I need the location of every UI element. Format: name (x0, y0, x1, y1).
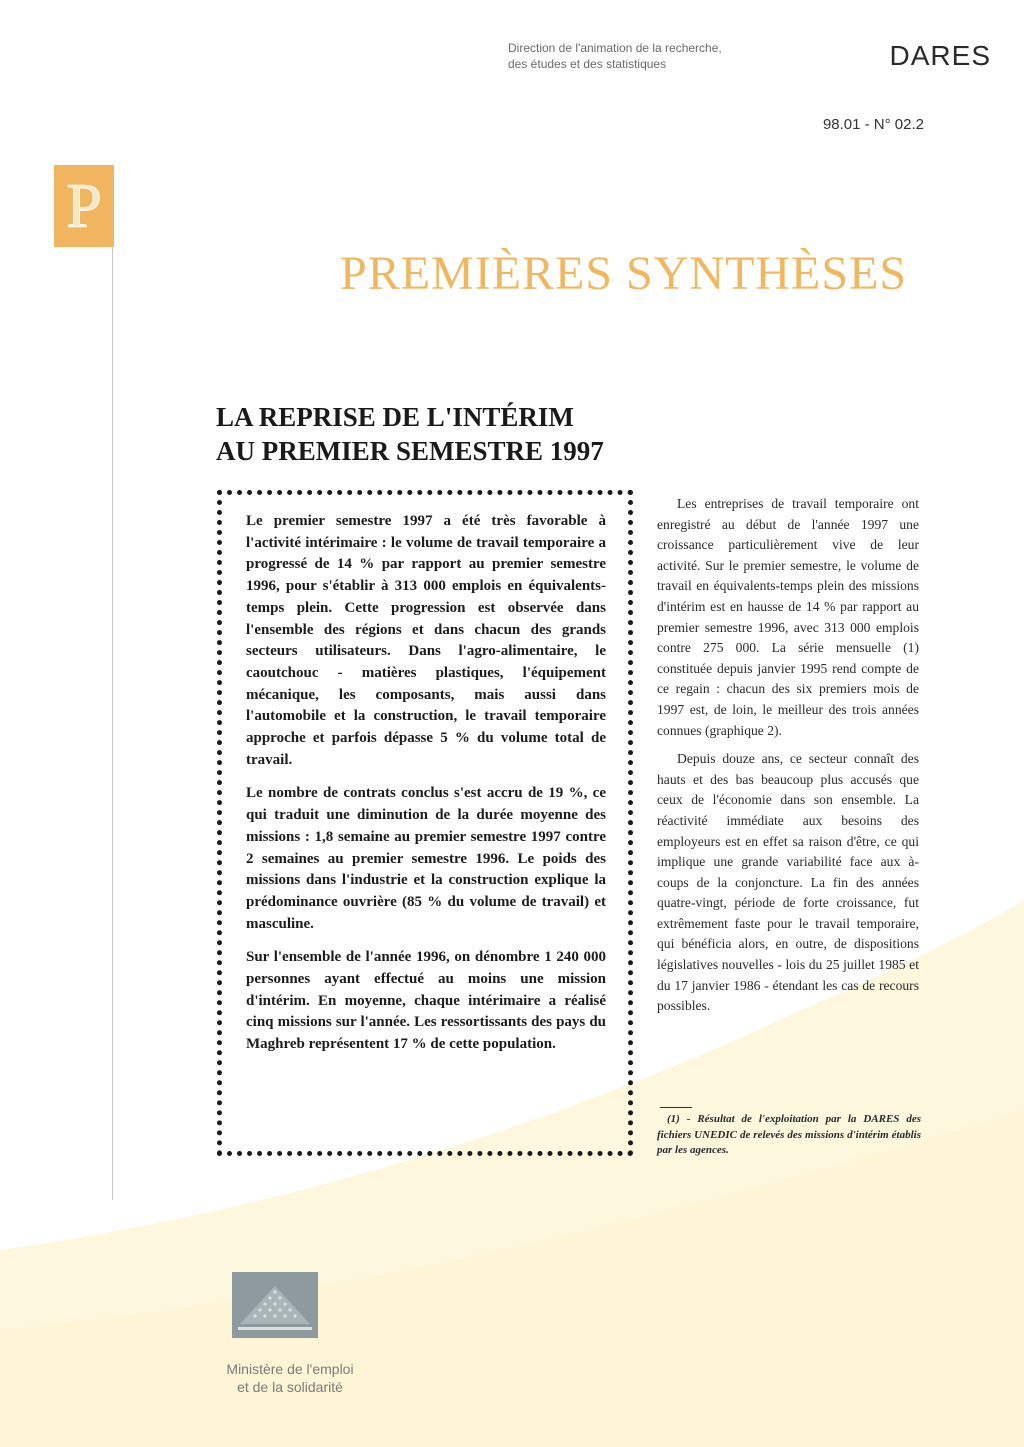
ministry-logo-icon (232, 1272, 318, 1338)
body-column (657, 494, 919, 1025)
org-name: DARES (889, 40, 991, 71)
issue-number: 98.01 - N° 02.2 (822, 116, 924, 133)
abstract-paragraph-1: Le premier semestre 1997 a été très favorable à l'activité intérimaire : le volume de travail temporaire a progressé de 14 % par rapport au premier semestre 1996, pour s'établir à 313 000 emplois en équivalents-temps plein. Cette progression est observée dans l'ensemble des régions et dans chacun des grands secteurs utilisateurs. Dans l'agro-alimentaire, le caoutchouc - matières plastiques, l'équipement mécanique, les composants, mais aussi dans l'automobile et la construction, le travail temporaire approche et parfois dépasse 5 % du volume total de travail. (246, 513, 606, 768)
article-title-line-2: AU PREMIER SEMESTRE 1997 (216, 436, 604, 466)
masthead-initial: P (66, 170, 102, 241)
series-title: PREMIÈRES SYNTHÈSES (340, 247, 908, 300)
abstract-paragraph-3: Sur l'ensemble de l'année 1996, on dénombre 1 240 000 personnes ayant effectué au moins une mission d'intérim. En moyenne, chaque intérimaire a réalisé cinq missions sur l'année. Les ressortissants des pays du Maghreb représentent 17 % de cette population. (246, 949, 606, 1053)
abstract-box (217, 490, 633, 1156)
margin-rule (112, 165, 113, 1200)
ministry-line-1: Ministère de l'emploi (226, 1361, 354, 1377)
article-title (216, 400, 686, 468)
body-paragraph-1: Les entreprises de travail temporaire ont enregistré au début de l'année 1997 une croissance particulièrement vive de leur activité. Sur le premier semestre, le volume de travail en équivalents-temps plein des missions d'intérim est en hausse de 14 % par rapport au premier semestre 1996, avec 313 000 emplois contre 275 000. La série mensuelle (1) constituée depuis janvier 1995 rend compte de ce regain : chacun des six premiers mois de 1997 est, de loin, le meilleur des trois années connues (graphique 2). (657, 496, 919, 738)
ministry-name (190, 1360, 390, 1396)
directorate-line-1: Direction de l'animation de la recherche, (508, 41, 722, 55)
directorate-line-2: des études et des statistiques (508, 57, 667, 71)
body-paragraph-2: Depuis douze ans, ce secteur connaît des hauts et des bas beaucoup plus accusés que ceux de l'économie dans son ensemble. La réactivité immédiate aux besoins des employeurs est en effet sa raison d'être, ce qui implique une grande variabilité face aux à-coups de la conjoncture. La fin des années quatre-vingt, période de forte croissance, fut extrêmement faste pour le travail temporaire, qui bénéficia alors, en outre, de dispositions législatives nouvelles - lois du 25 juillet 1985 et du 17 janvier 1986 - étendant les cas de recours possibles. (657, 751, 919, 1014)
footnote-rule (660, 1107, 692, 1108)
ministry-line-2: et de la solidarité (237, 1379, 343, 1395)
footnote: (1) - Résultat de l'exploitation par la DARES des fichiers UNEDIC de relevés des missions d'intérim établis par les agences. (657, 1113, 921, 1156)
directorate-name (508, 40, 768, 72)
article-title-line-1: LA REPRISE DE L'INTÉRIM (216, 402, 574, 432)
abstract-paragraph-2: Le nombre de contrats conclus s'est accru de 19 %, ce qui traduit une diminution de la durée moyenne des missions : 1,8 semaine au premier semestre 1997 contre 2 semaines au premier semestre 1996. Le poids des missions dans l'industrie et la construction explique la prédominance ouvrière (85 % du volume de travail) et masculine. (246, 785, 606, 932)
masthead-initial-block (54, 165, 114, 247)
